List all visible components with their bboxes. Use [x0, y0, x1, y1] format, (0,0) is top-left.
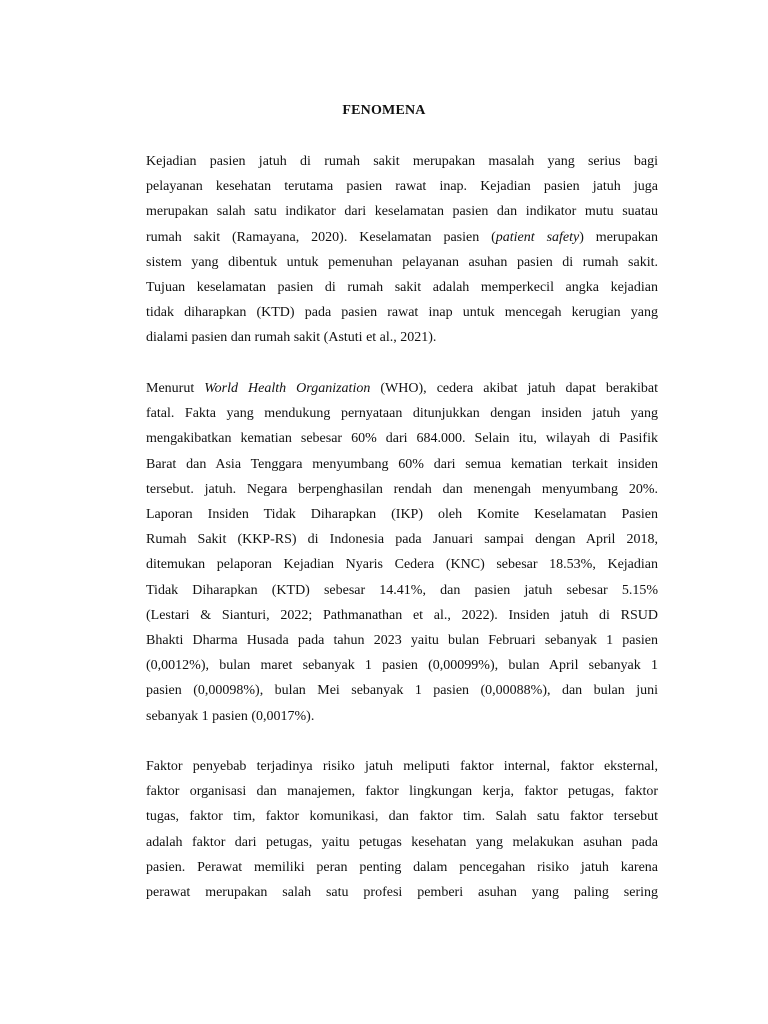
text-segment: rumah sakit (Ramayana, 2020). Keselamatan pasien (	[146, 229, 496, 245]
text-line: Kejadian pasien jatuh di rumah sakit merupakan masalah yang serius bagi	[146, 154, 658, 169]
text-line: Tujuan keselamatan pasien di rumah sakit adalah memperkecil angka kejadian	[146, 280, 658, 296]
text-line: faktor organisasi dan manajemen, faktor lingkungan kerja, faktor petugas, faktor	[146, 784, 658, 800]
text-line: Laporan Insiden Tidak Diharapkan (IKP) oleh Komite Keselamatan Pasien	[146, 507, 658, 523]
text-line: Bhakti Dharma Husada pada tahun 2023 yaitu bulan Februari sebanyak 1 pasien	[146, 633, 658, 649]
text-line: pasien. Perawat memiliki peran penting dalam pencegahan risiko jatuh karena	[146, 859, 658, 875]
text-line	[146, 225, 658, 250]
text-line: (Lestari & Sianturi, 2022; Pathmanathan et al., 2022). Insiden jatuh di RSUD	[146, 607, 658, 623]
text-line: pelayanan kesehatan terutama pasien rawat inap. Kejadian pasien jatuh juga	[146, 179, 658, 195]
text-line: adalah faktor dari petugas, yaitu petugas kesehatan yang melakukan asuhan pada	[146, 834, 658, 850]
text-line: sistem yang dibentuk untuk pemenuhan pelayanan asuhan pasien di rumah sakit.	[146, 254, 658, 270]
text-line: tugas, faktor tim, faktor komunikasi, dan faktor tim. Salah satu faktor tersebut	[146, 809, 658, 825]
text-line	[146, 376, 658, 401]
text-line: Faktor penyebab terjadinya risiko jatuh meliputi faktor internal, faktor eksternal,	[146, 759, 658, 774]
text-line: mengakibatkan kematian sebesar 60% dari 684.000. Selain itu, wilayah di Pasifik	[146, 431, 658, 447]
italic-term: patient safety	[495, 229, 580, 245]
paragraph-1	[146, 149, 658, 351]
text-line: pasien (0,00098%), bulan Mei sebanyak 1 pasien (0,00088%), dan bulan juni	[146, 683, 658, 699]
text-line: (0,0012%), bulan maret sebanyak 1 pasien (0,00099%), bulan April sebanyak 1	[146, 658, 658, 674]
text-line: ditemukan pelaporan Kejadian Nyaris Cedera (KNC) sebesar 18.53%, Kejadian	[146, 557, 658, 573]
text-line: merupakan salah satu indikator dari keselamatan pasien dan indikator mutu suatau	[146, 204, 658, 220]
paragraph-3	[146, 754, 658, 905]
text-line: dialami pasien dan rumah sakit (Astuti et al., 2021).	[146, 330, 437, 346]
text-line: Rumah Sakit (KKP-RS) di Indonesia pada Januari sampai dengan April 2018,	[146, 532, 658, 548]
text-line: fatal. Fakta yang mendukung pernyataan ditunjukkan dengan insiden jatuh yang	[146, 406, 658, 422]
paragraph-2	[146, 376, 658, 729]
text-segment: (WHO), cedera akibat jatuh dapat berakibat	[370, 381, 658, 396]
text-line: tersebut. jatuh. Negara berpenghasilan rendah dan menengah menyumbang 20%.	[146, 481, 658, 497]
text-line: sebanyak 1 pasien (0,0017%).	[146, 708, 315, 724]
text-line: tidak diharapkan (KTD) pada pasien rawat inap untuk mencegah kerugian yang	[146, 305, 658, 321]
text-line: Barat dan Asia Tenggara menyumbang 60% dari semua kematian terkait insiden	[146, 456, 658, 472]
text-line: Tidak Diharapkan (KTD) sebesar 14.41%, dan pasien jatuh sebesar 5.15%	[146, 582, 658, 598]
text-segment: Menurut	[146, 381, 205, 396]
text-line: perawat merupakan salah satu profesi pemberi asuhan yang paling sering	[146, 885, 658, 901]
text-segment: ) merupakan	[579, 229, 658, 245]
italic-term: World Health Organization	[204, 381, 371, 396]
page-title: FENOMENA	[342, 103, 426, 118]
